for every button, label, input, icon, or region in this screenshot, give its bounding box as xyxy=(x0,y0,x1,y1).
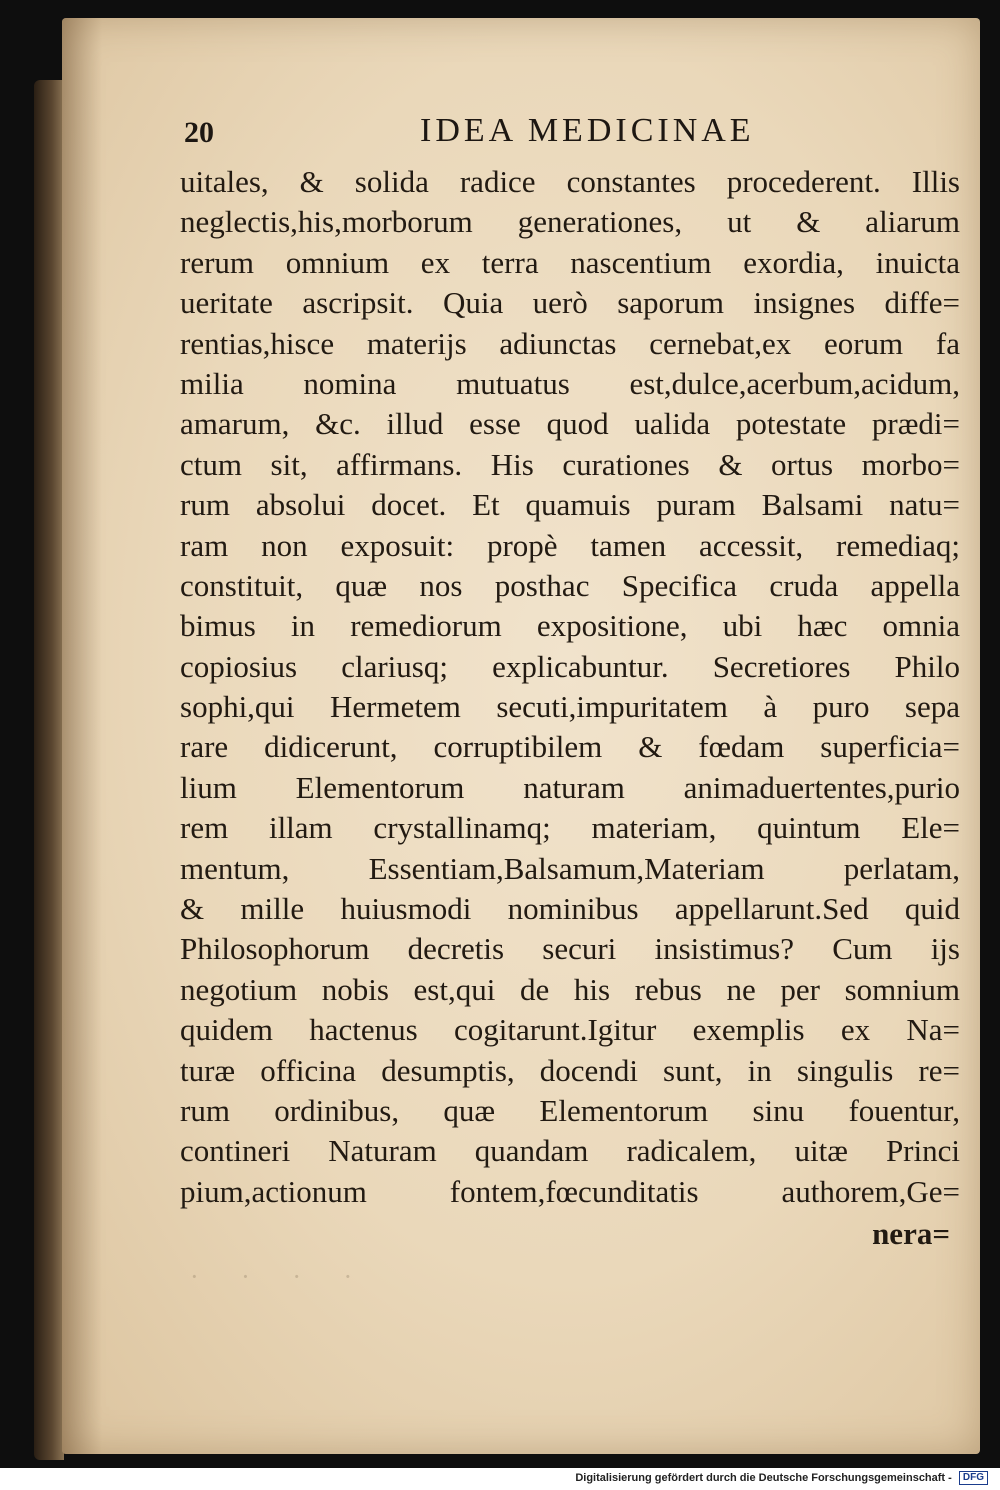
dfg-logo-icon: DFG xyxy=(959,1471,988,1485)
text-line: rentias,hisce materijs adiunctas cernebat,ex eorum fa xyxy=(180,325,960,361)
text-line: rerum omnium ex terra nascentium exordia, inuicta xyxy=(180,244,960,280)
book-edge xyxy=(34,80,64,1460)
running-title: IDEA MEDICINAE xyxy=(420,112,755,149)
text-line: rare didicerunt, corruptibilem & fœdam superficia= xyxy=(180,729,960,765)
page-gutter-shade xyxy=(62,18,102,1454)
text-line: ctum sit, affirmans. His curationes & ortus morbo= xyxy=(180,446,960,482)
text-line: copiosius clariusq; explicabuntur. Secretiores Philo xyxy=(180,648,960,684)
page-header xyxy=(180,112,960,158)
text-line: ueritate ascripsit. Quia uerò saporum insignes diffe= xyxy=(180,285,960,321)
text-line: rem illam crystallinamq; materiam, quintum Ele= xyxy=(180,810,960,846)
text-line: uitales, & solida radice constantes procederent. Illis xyxy=(180,164,960,199)
text-line: pium,actionum fontem,fœcunditatis authorem,Ge= xyxy=(180,1173,960,1209)
text-line: constituit, quæ nos posthac Specifica cruda appella xyxy=(180,567,960,603)
text-line: negotium nobis est,qui de his rebus ne per somnium xyxy=(180,971,960,1007)
page-number: 20 xyxy=(184,116,214,149)
text-line: & mille huiusmodi nominibus appellarunt.Sed quid xyxy=(180,891,960,927)
text-line: rum absolui docet. Et quamuis puram Balsami natu= xyxy=(180,487,960,523)
text-line: turæ officina desumptis, docendi sunt, in singulis re= xyxy=(180,1052,960,1088)
catchword: nera= xyxy=(872,1216,950,1251)
footer-credit-text: Digitalisierung gefördert durch die Deutsche Forschungsgemeinschaft - xyxy=(575,1471,952,1484)
text-line: milia nomina mutuatus est,dulce,acerbum,acidum, xyxy=(180,365,960,401)
ink-bleed-through: · · · · xyxy=(190,1262,371,1291)
text-line: amarum, &c. illud esse quod ualida potestate prædi= xyxy=(180,406,960,442)
text-line: rum ordinibus, quæ Elementorum sinu fouentur, xyxy=(180,1092,960,1128)
text-line: Philosophorum decretis securi insistimus? Cum ijs xyxy=(180,931,960,967)
text-line: contineri Naturam quandam radicalem, uitæ Princi xyxy=(180,1133,960,1169)
text-line: neglectis,his,morborum generationes, ut & aliarum xyxy=(180,204,960,240)
catchword-line xyxy=(180,1216,960,1256)
text-line: bimus in remediorum expositione, ubi hæc omnia xyxy=(180,608,960,644)
footer-credit xyxy=(575,1471,988,1485)
text-line: ram non exposuit: propè tamen accessit, remediaq; xyxy=(180,527,960,563)
text-line: mentum, Essentiam,Balsamum,Materiam perlatam, xyxy=(180,850,960,886)
text-line: quidem hactenus cogitarunt.Igitur exemplis ex Na= xyxy=(180,1012,960,1048)
text-line: sophi,qui Hermetem secuti,impuritatem à puro sepa xyxy=(180,689,960,725)
body-text xyxy=(180,162,960,1212)
text-line: lium Elementorum naturam animaduertentes,purio xyxy=(180,769,960,805)
